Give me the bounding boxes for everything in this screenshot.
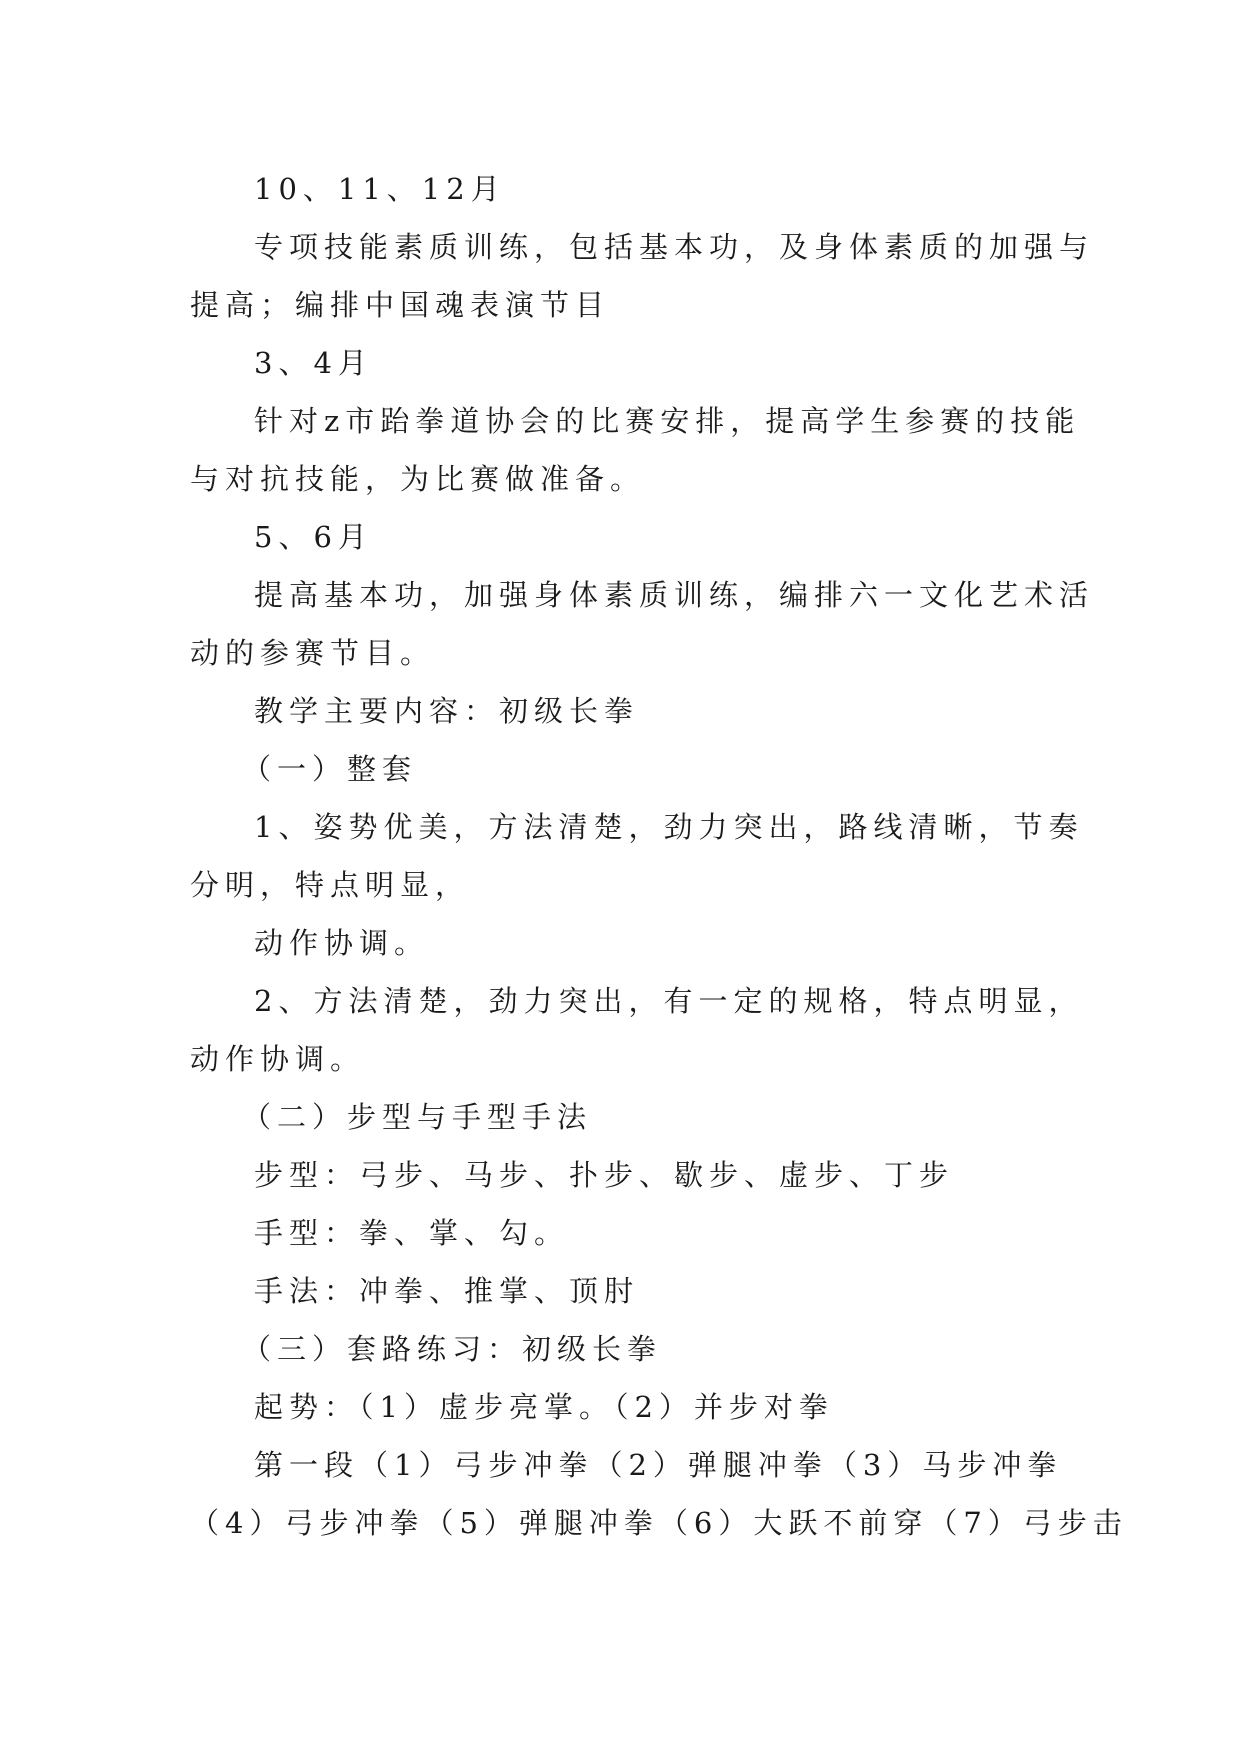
paragraph-line: 手法：冲拳、推掌、顶肘 bbox=[254, 1274, 640, 1308]
section-heading-months-10-12: 10、11、12月 bbox=[254, 172, 506, 206]
paragraph-line: （4）弓步冲拳（5）弹腿冲拳（6）大跃不前穿（7）弓步击 bbox=[190, 1506, 1128, 1540]
subsection-heading: （三）套路练习：初级长拳 bbox=[242, 1332, 663, 1366]
paragraph-line: 针对z市跆拳道协会的比赛安排，提高学生参赛的技能 bbox=[254, 404, 1081, 438]
paragraph-line: 提高；编排中国魂表演节目 bbox=[190, 288, 611, 322]
paragraph-line: 起势：（1）虚步亮掌。（2）并步对拳 bbox=[254, 1390, 834, 1424]
paragraph-line: 提高基本功，加强身体素质训练，编排六一文化艺术活 bbox=[254, 578, 1095, 612]
section-heading-months-5-6: 5、6月 bbox=[254, 520, 373, 554]
paragraph-line: 专项技能素质训练，包括基本功，及身体素质的加强与 bbox=[254, 230, 1095, 264]
teaching-content-heading: 教学主要内容：初级长拳 bbox=[254, 694, 640, 728]
paragraph-line: 分明，特点明显， bbox=[190, 868, 471, 902]
paragraph-line: 步型：弓步、马步、扑步、歇步、虚步、丁步 bbox=[254, 1158, 955, 1192]
paragraph-line: 手型：拳、掌、勾。 bbox=[254, 1216, 570, 1250]
document-body bbox=[190, 160, 1128, 1552]
paragraph-line: 动的参赛节目。 bbox=[190, 636, 436, 670]
paragraph-line: 2、方法清楚，劲力突出，有一定的规格，特点明显， bbox=[254, 984, 1084, 1018]
section-heading-months-3-4: 3、4月 bbox=[254, 346, 373, 380]
paragraph-line: 与对抗技能，为比赛做准备。 bbox=[190, 462, 646, 496]
paragraph-line: 动作协调。 bbox=[254, 926, 430, 960]
paragraph-line: 动作协调。 bbox=[190, 1042, 366, 1076]
paragraph-line: 1、姿势优美，方法清楚，劲力突出，路线清晰，节奏 bbox=[254, 810, 1084, 844]
paragraph-line: 第一段（1）弓步冲拳（2）弹腿冲拳（3）马步冲拳 bbox=[254, 1448, 1063, 1482]
subsection-heading: （二）步型与手型手法 bbox=[242, 1100, 593, 1134]
subsection-heading: （一）整套 bbox=[242, 752, 418, 786]
